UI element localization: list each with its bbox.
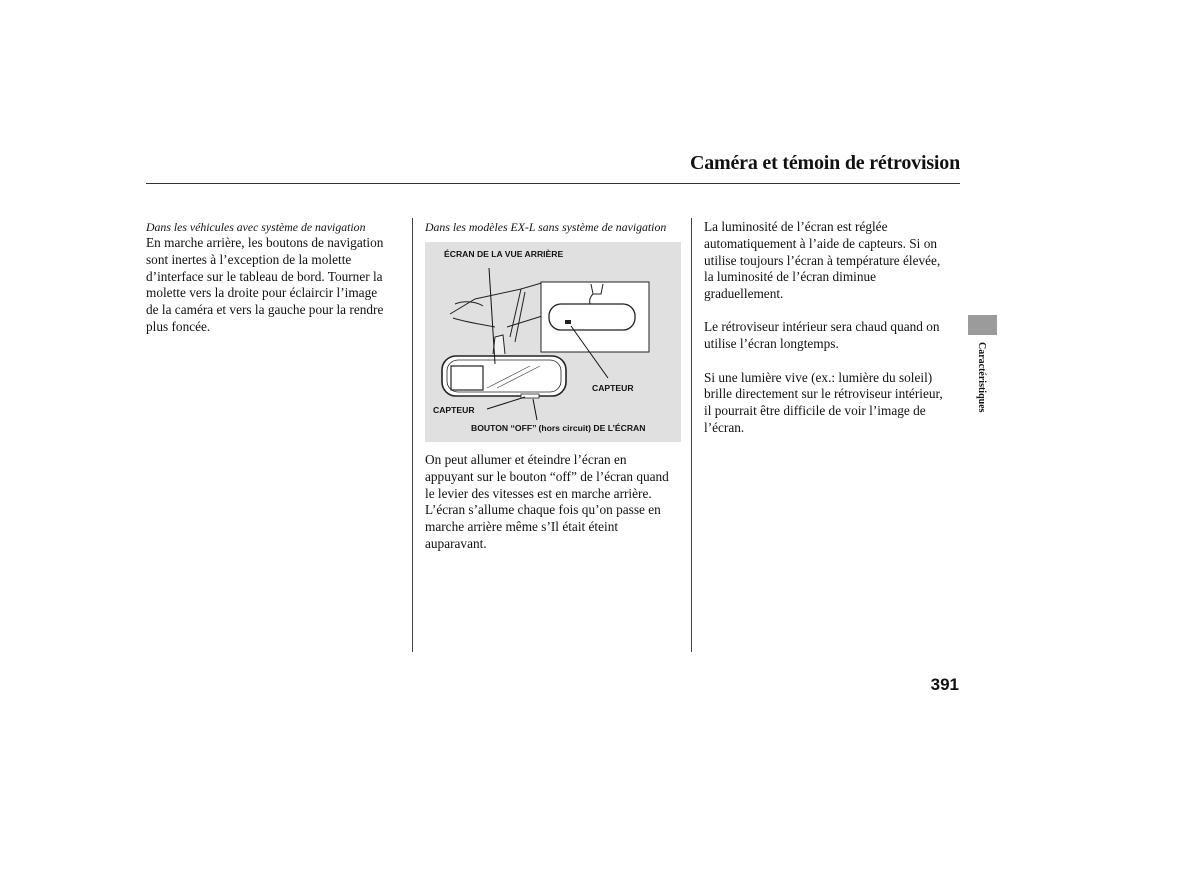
text-line: utilise toujours l’écran à température élevée, xyxy=(704,252,941,268)
label-off-button: BOUTON ‘‘OFF’’ (hors circuit) DE L’ÉCRAN xyxy=(471,423,646,433)
text-line: sont inertes à l’exception de la molette xyxy=(146,251,352,267)
text-line: marche arrière même s’Il était éteint xyxy=(425,519,619,535)
text-line: molette vers la droite pour éclaircir l’image xyxy=(146,285,378,301)
text-line: automatiquement à l’aide de capteurs. Si on xyxy=(704,235,937,251)
middle-caption-block xyxy=(425,219,689,235)
text-line: d’interface sur le tableau de bord. Tourner la xyxy=(146,268,383,284)
section-tab-label: Caractéristiques xyxy=(976,342,987,413)
text-line: plus foncée. xyxy=(146,318,211,334)
label-sensor-right: CAPTEUR xyxy=(592,383,634,393)
right-column xyxy=(704,219,966,437)
text-line: auparavant. xyxy=(425,535,487,551)
column-divider-right xyxy=(691,218,692,652)
text-line: l’écran. xyxy=(704,419,745,435)
section-tab-marker xyxy=(968,315,997,335)
text-line: brille directement sur le rétroviseur intérieur, xyxy=(704,386,943,402)
text-line: la luminosité de l’écran diminue xyxy=(704,269,877,285)
text-line: il pourrait être difficile de voir l’image de xyxy=(704,403,926,419)
mirror-figure xyxy=(425,242,681,442)
text-line: L’écran s’allume chaque fois qu’on passe en xyxy=(425,502,661,518)
middle-column-body xyxy=(425,452,689,553)
text-line: appuyant sur le bouton “off” de l’écran quand xyxy=(425,468,669,484)
text-line: On peut allumer et éteindre l’écran en xyxy=(425,452,627,467)
left-caption: Dans les véhicules avec système de navigation xyxy=(146,220,366,234)
text-line: de la caméra et vers la gauche pour la rendre xyxy=(146,302,384,318)
text-line: Le rétroviseur intérieur sera chaud quand on xyxy=(704,319,940,335)
text-line: graduellement. xyxy=(704,286,784,302)
text-line: La luminosité de l’écran est réglée xyxy=(704,219,888,234)
text-line: le levier des vitesses est en marche arrière. xyxy=(425,485,652,501)
text-line: Si une lumière vive (ex.: lumière du soleil) xyxy=(704,369,933,385)
text-line: En marche arrière, les boutons de navigation xyxy=(146,235,384,250)
middle-caption: Dans les modèles EX-L sans système de navigation xyxy=(425,220,667,234)
header-rule xyxy=(146,183,960,184)
left-column xyxy=(146,219,408,336)
label-sensor-left: CAPTEUR xyxy=(433,405,475,415)
text-line: utilise l’écran longtemps. xyxy=(704,336,839,352)
page-number: 391 xyxy=(930,675,959,694)
label-rear-view-screen: ÉCRAN DE LA VUE ARRIÈRE xyxy=(444,249,564,259)
column-divider-left xyxy=(412,218,413,652)
page-title: Caméra et témoin de rétrovision xyxy=(689,152,960,174)
